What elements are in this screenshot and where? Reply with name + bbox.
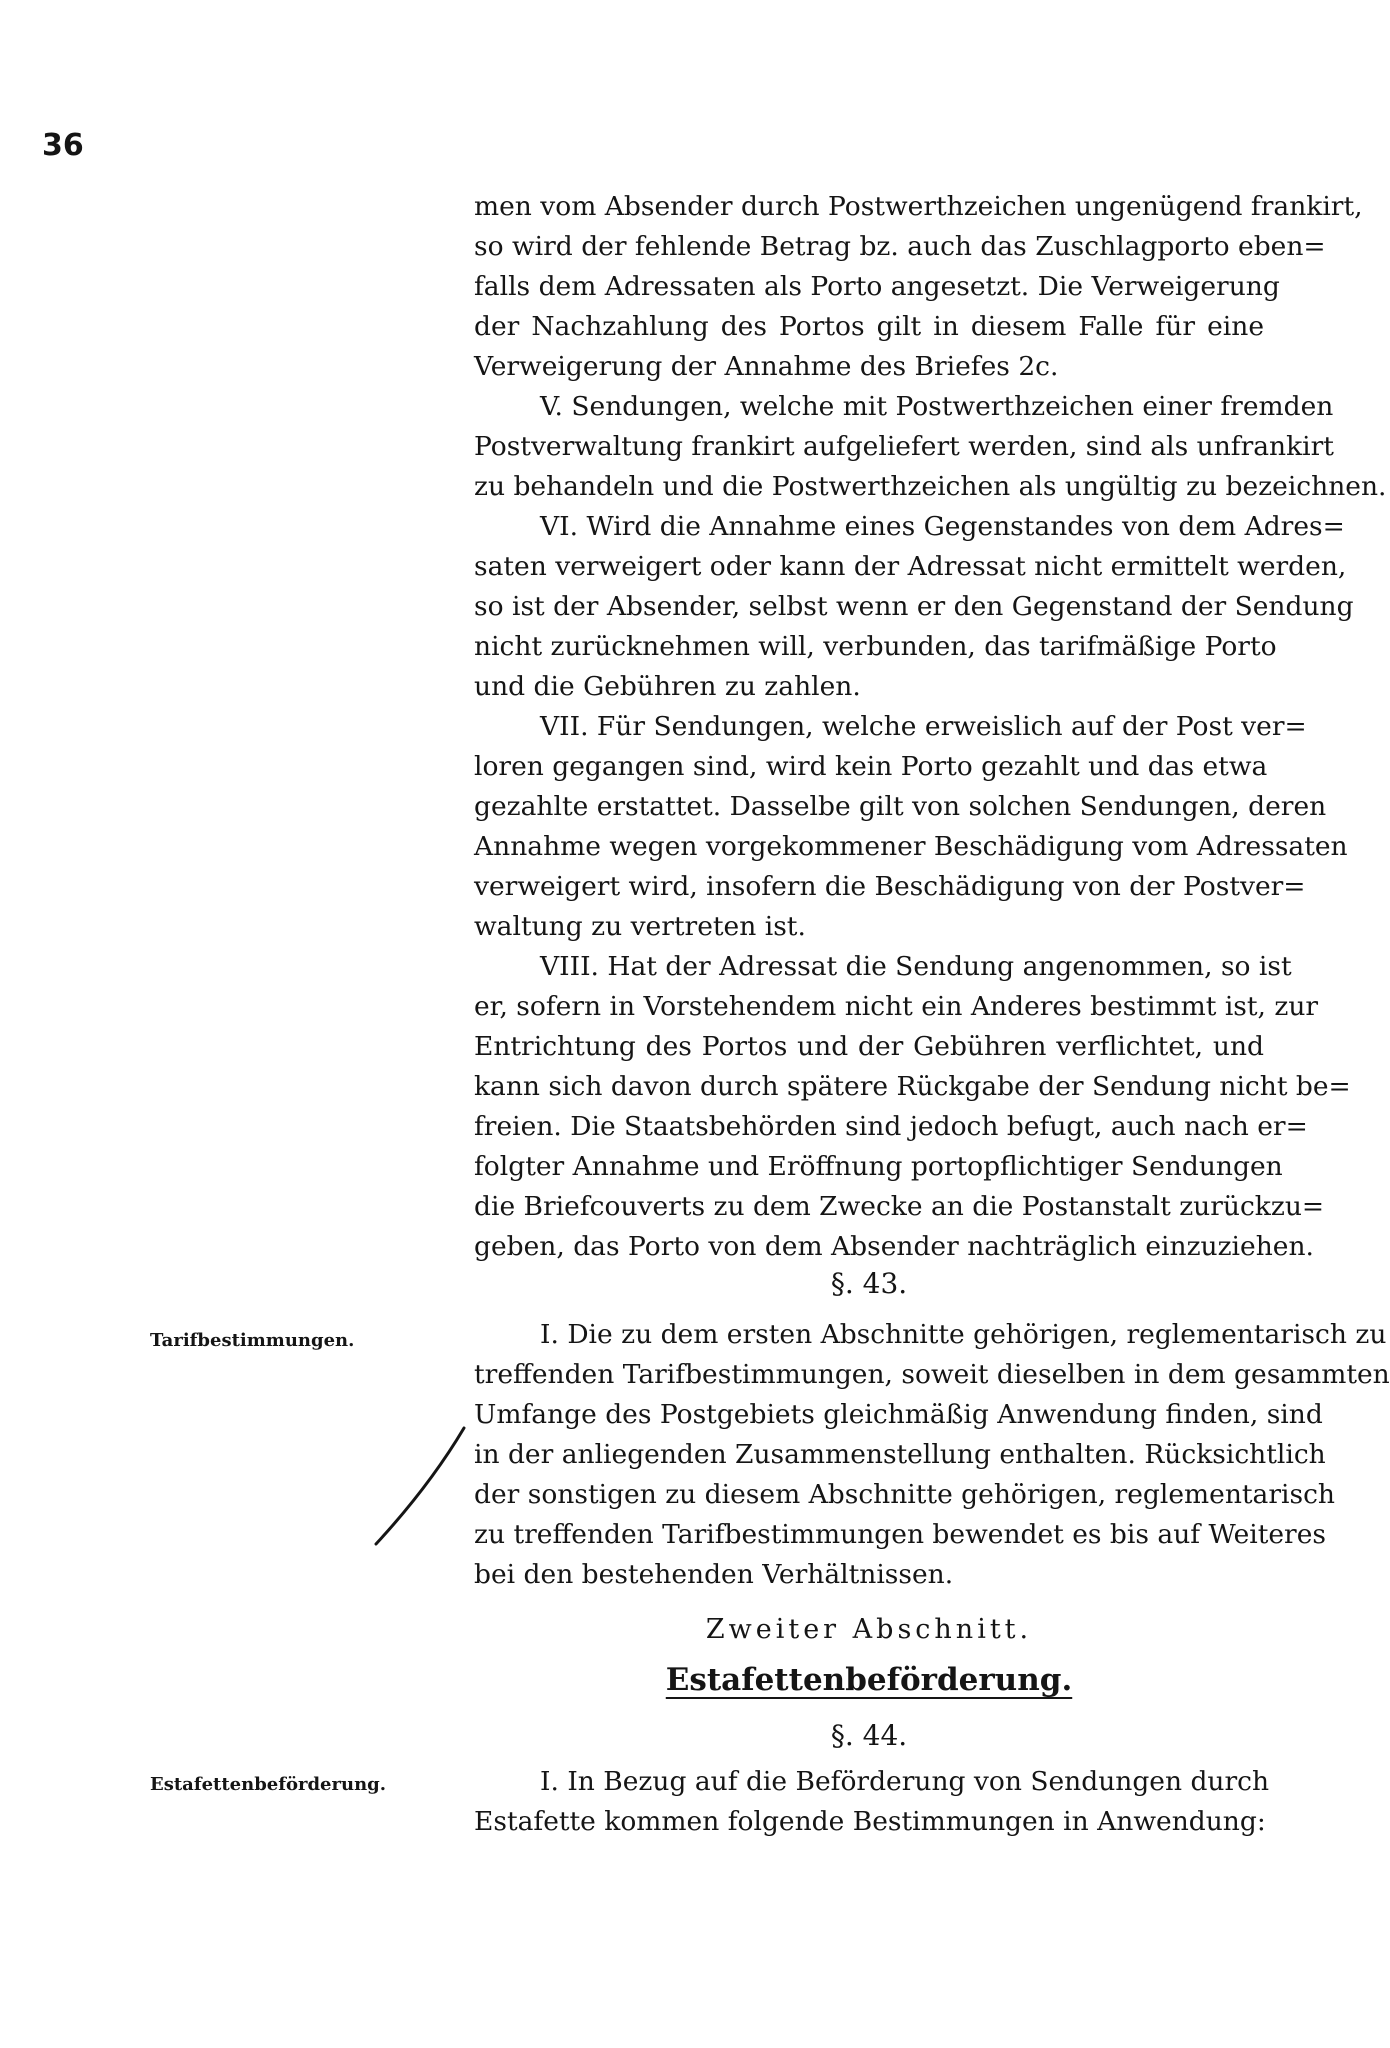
section-43-heading: §. 43. bbox=[830, 1267, 908, 1300]
text-line: kann sich davon durch spätere Rückgabe der Sendung nicht be= bbox=[474, 1071, 1351, 1102]
text-line: I. In Bezug auf die Beförderung von Sendungen durch bbox=[540, 1766, 1270, 1797]
text-line: freien. Die Staatsbehörden sind jedoch befugt, auch nach er= bbox=[474, 1111, 1308, 1142]
margin-note-estafettenbefoerderung: Estafettenbeförderung. bbox=[150, 1774, 387, 1795]
text-line: gezahlte erstattet. Dasselbe gilt von solchen Sendungen, deren bbox=[474, 791, 1327, 822]
text-line: saten verweigert oder kann der Adressat nicht ermittelt werden, bbox=[474, 551, 1347, 582]
text-line: VIII. Hat der Adressat die Sendung angenommen, so ist bbox=[540, 951, 1292, 982]
text-line: in der anliegenden Zusammenstellung enthalten. Rücksichtlich bbox=[474, 1439, 1326, 1470]
text-line: der Nachzahlung des Portos gilt in diesem Falle für eine bbox=[474, 311, 1264, 342]
text-line: folgter Annahme und Eröffnung portopflichtiger Sendungen bbox=[474, 1151, 1283, 1182]
text-line: und die Gebühren zu zahlen. bbox=[474, 671, 861, 702]
text-line: Umfange des Postgebiets gleichmäßig Anwendung finden, sind bbox=[474, 1399, 1323, 1430]
text-line: Estafette kommen folgende Bestimmungen in Anwendung: bbox=[474, 1806, 1266, 1837]
text-line: die Briefcouverts zu dem Zwecke an die Postanstalt zurückzu= bbox=[474, 1191, 1325, 1222]
text-line: zu treffenden Tarifbestimmungen bewendet es bis auf Weiteres bbox=[474, 1519, 1327, 1550]
text-line: waltung zu vertreten ist. bbox=[474, 911, 806, 942]
text-line: Entrichtung des Portos und der Gebühren verflichtet, und bbox=[474, 1031, 1264, 1062]
text-line: VI. Wird die Annahme eines Gegenstandes von dem Adres= bbox=[540, 511, 1345, 542]
text-line: geben, das Porto von dem Absender nachträglich einzuziehen. bbox=[474, 1231, 1314, 1262]
text-line: der sonstigen zu diesem Abschnitte gehörigen, reglementarisch bbox=[474, 1479, 1336, 1510]
text-line: nicht zurücknehmen will, verbunden, das tarifmäßige Porto bbox=[474, 631, 1277, 662]
text-line: so wird der fehlende Betrag bz. auch das Zuschlagporto eben= bbox=[474, 231, 1326, 262]
text-line: men vom Absender durch Postwerthzeichen ungenügend frankirt, bbox=[474, 191, 1363, 222]
text-line: Postverwaltung frankirt aufgeliefert werden, sind als unfrankirt bbox=[474, 431, 1334, 462]
paragraph-vi bbox=[474, 507, 1354, 707]
chapter-subtitle: Zweiter Abschnitt. bbox=[705, 1614, 1033, 1645]
text-line: loren gegangen sind, wird kein Porto gezahlt und das etwa bbox=[474, 751, 1268, 782]
text-line: falls dem Adressaten als Porto angesetzt. Die Verweigerung bbox=[474, 271, 1280, 302]
chapter-title: Estafettenbeförderung. bbox=[665, 1662, 1073, 1698]
pen-stroke-mark bbox=[372, 1420, 472, 1550]
paragraph-viii bbox=[474, 947, 1351, 1267]
text-line: verweigert wird, insofern die Beschädigung von der Postver= bbox=[474, 871, 1306, 902]
text-line: treffenden Tarifbestimmungen, soweit dieselben in dem gesammten bbox=[474, 1359, 1390, 1390]
margin-note-tarifbestimmungen: Tarifbestimmungen. bbox=[150, 1330, 355, 1351]
section-43-body bbox=[474, 1315, 1390, 1595]
text-line: Verweigerung der Annahme des Briefes 2c. bbox=[474, 351, 1059, 382]
paragraph-v bbox=[474, 387, 1387, 507]
text-line: zu behandeln und die Postwerthzeichen als ungültig zu bezeichnen. bbox=[474, 471, 1387, 502]
text-line: so ist der Absender, selbst wenn er den Gegenstand der Sendung bbox=[474, 591, 1354, 622]
text-line: bei den bestehenden Verhältnissen. bbox=[474, 1559, 954, 1590]
paragraph-vii bbox=[474, 707, 1348, 947]
text-line: I. Die zu dem ersten Abschnitte gehörigen, reglementarisch zu bbox=[540, 1319, 1387, 1350]
text-line: V. Sendungen, welche mit Postwerthzeichen einer fremden bbox=[540, 391, 1334, 422]
text-line: Annahme wegen vorgekommener Beschädigung vom Adressaten bbox=[474, 831, 1348, 862]
paragraph-continuation bbox=[474, 187, 1363, 387]
page-number: 36 bbox=[42, 128, 84, 163]
text-line: VII. Für Sendungen, welche erweislich auf der Post ver= bbox=[540, 711, 1307, 742]
section-44-heading: §. 44. bbox=[830, 1719, 908, 1752]
section-44-body bbox=[474, 1762, 1270, 1842]
text-line: er, sofern in Vorstehendem nicht ein Anderes bestimmt ist, zur bbox=[474, 991, 1319, 1022]
